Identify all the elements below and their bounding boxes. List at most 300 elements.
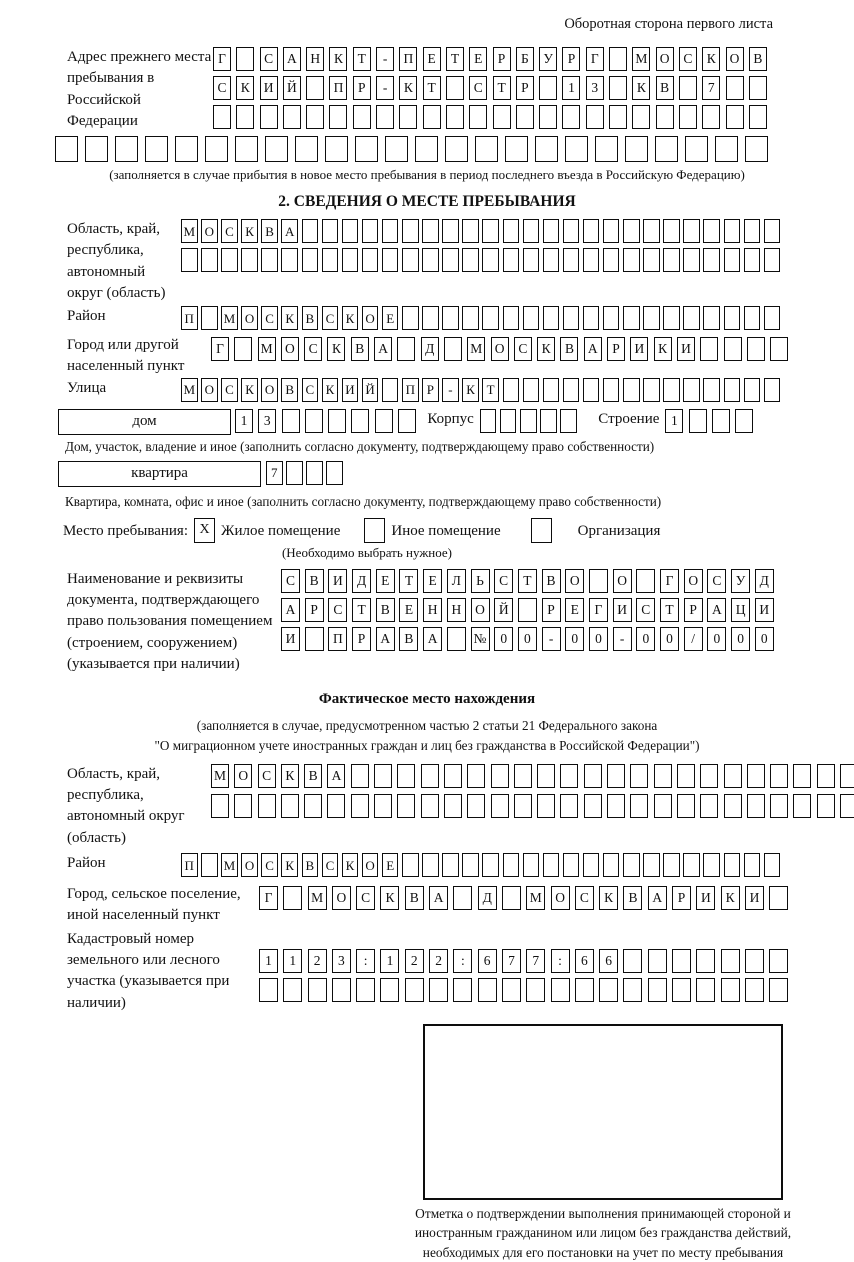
char-box[interactable]: Р [422, 378, 439, 402]
char-box[interactable] [405, 978, 424, 1002]
char-box[interactable] [283, 886, 302, 910]
char-box[interactable] [770, 337, 788, 361]
char-box[interactable] [523, 306, 540, 330]
char-box[interactable] [749, 76, 767, 100]
char-box[interactable]: Р [516, 76, 534, 100]
char-box[interactable] [502, 886, 521, 910]
char-box[interactable] [643, 853, 660, 877]
char-box[interactable] [462, 306, 479, 330]
char-box[interactable]: С [356, 886, 375, 910]
char-box[interactable] [181, 248, 198, 272]
char-box[interactable] [603, 248, 620, 272]
char-box[interactable]: Г [589, 598, 608, 622]
char-box[interactable] [563, 219, 580, 243]
char-box[interactable]: О [362, 306, 379, 330]
char-box[interactable] [453, 886, 472, 910]
char-box[interactable] [444, 337, 462, 361]
char-box[interactable] [543, 248, 560, 272]
char-box[interactable]: К [281, 764, 299, 788]
char-box[interactable]: Е [423, 47, 441, 71]
char-box[interactable] [696, 949, 715, 973]
char-box[interactable]: С [261, 853, 278, 877]
char-box[interactable] [514, 794, 532, 818]
char-box[interactable]: 3 [332, 949, 351, 973]
char-box[interactable] [397, 794, 415, 818]
char-box[interactable]: Р [352, 627, 371, 651]
char-box[interactable]: С [322, 306, 339, 330]
char-box[interactable]: А [584, 337, 602, 361]
char-box[interactable] [744, 248, 761, 272]
char-box[interactable] [211, 794, 229, 818]
char-box[interactable] [679, 105, 697, 129]
char-box[interactable] [523, 378, 540, 402]
char-box[interactable]: О [261, 378, 278, 402]
char-box[interactable]: Г [213, 47, 231, 71]
char-box[interactable]: М [467, 337, 485, 361]
char-box[interactable] [603, 219, 620, 243]
char-box[interactable]: Т [399, 569, 418, 593]
char-box[interactable]: В [560, 337, 578, 361]
char-box[interactable] [563, 306, 580, 330]
char-box[interactable] [586, 105, 604, 129]
char-box[interactable]: М [526, 886, 545, 910]
char-box[interactable]: С [221, 219, 238, 243]
char-box[interactable] [326, 461, 343, 485]
char-box[interactable]: А [283, 47, 301, 71]
char-box[interactable] [467, 764, 485, 788]
char-box[interactable]: С [514, 337, 532, 361]
char-box[interactable]: Д [755, 569, 774, 593]
char-box[interactable] [482, 306, 499, 330]
char-box[interactable] [115, 136, 138, 162]
char-box[interactable]: Й [494, 598, 513, 622]
char-box[interactable] [453, 978, 472, 1002]
char-box[interactable]: Е [399, 598, 418, 622]
char-box[interactable]: О [551, 886, 570, 910]
char-box[interactable] [374, 794, 392, 818]
char-box[interactable]: В [656, 76, 674, 100]
char-box[interactable] [398, 409, 416, 433]
char-box[interactable]: А [423, 627, 442, 651]
char-box[interactable]: 2 [308, 949, 327, 973]
char-box[interactable] [623, 949, 642, 973]
char-box[interactable] [721, 978, 740, 1002]
char-box[interactable] [503, 853, 520, 877]
char-box[interactable]: В [749, 47, 767, 71]
char-box[interactable] [502, 978, 521, 1002]
char-box[interactable] [663, 219, 680, 243]
char-box[interactable]: К [342, 853, 359, 877]
char-box[interactable] [683, 219, 700, 243]
char-box[interactable] [724, 794, 742, 818]
char-box[interactable]: М [632, 47, 650, 71]
char-box[interactable]: О [332, 886, 351, 910]
char-box[interactable]: 1 [665, 409, 683, 433]
char-box[interactable]: К [241, 378, 258, 402]
char-box[interactable]: : [453, 949, 472, 973]
char-box[interactable]: В [351, 337, 369, 361]
char-box[interactable]: А [281, 219, 298, 243]
char-box[interactable]: Р [607, 337, 625, 361]
char-box[interactable]: С [281, 569, 300, 593]
char-box[interactable] [462, 853, 479, 877]
char-box[interactable] [677, 764, 695, 788]
char-box[interactable] [342, 248, 359, 272]
char-box[interactable] [537, 794, 555, 818]
char-box[interactable] [703, 378, 720, 402]
char-box[interactable] [442, 306, 459, 330]
char-box[interactable] [595, 136, 618, 162]
char-box[interactable]: - [542, 627, 561, 651]
char-box[interactable] [491, 794, 509, 818]
char-box[interactable] [503, 378, 520, 402]
char-box[interactable] [840, 764, 854, 788]
char-box[interactable]: А [327, 764, 345, 788]
char-box[interactable] [724, 337, 742, 361]
char-box[interactable] [329, 105, 347, 129]
char-box[interactable] [175, 136, 198, 162]
char-box[interactable] [356, 978, 375, 1002]
char-box[interactable]: Т [353, 47, 371, 71]
char-box[interactable] [385, 136, 408, 162]
char-box[interactable] [503, 219, 520, 243]
char-box[interactable] [724, 306, 741, 330]
char-box[interactable]: Н [306, 47, 324, 71]
char-box[interactable] [281, 794, 299, 818]
char-box[interactable] [589, 569, 608, 593]
char-box[interactable]: М [211, 764, 229, 788]
char-box[interactable]: К [632, 76, 650, 100]
char-box[interactable]: 0 [494, 627, 513, 651]
char-box[interactable]: - [442, 378, 459, 402]
char-box[interactable]: К [654, 337, 672, 361]
char-box[interactable]: О [684, 569, 703, 593]
char-box[interactable] [700, 764, 718, 788]
char-box[interactable] [55, 136, 78, 162]
char-box[interactable] [505, 136, 528, 162]
char-box[interactable] [599, 978, 618, 1002]
char-box[interactable] [648, 949, 667, 973]
char-box[interactable] [643, 378, 660, 402]
char-box[interactable] [565, 136, 588, 162]
char-box[interactable] [375, 409, 393, 433]
char-box[interactable] [764, 306, 781, 330]
char-box[interactable] [607, 794, 625, 818]
char-box[interactable] [523, 248, 540, 272]
char-box[interactable]: И [755, 598, 774, 622]
char-box[interactable]: О [241, 306, 258, 330]
char-box[interactable] [735, 409, 753, 433]
char-box[interactable]: А [374, 337, 392, 361]
char-box[interactable] [609, 105, 627, 129]
char-box[interactable] [609, 47, 627, 71]
char-box[interactable] [769, 978, 788, 1002]
char-box[interactable]: И [260, 76, 278, 100]
char-box[interactable]: К [399, 76, 417, 100]
char-box[interactable]: Г [660, 569, 679, 593]
char-box[interactable] [500, 409, 517, 433]
char-box[interactable] [663, 306, 680, 330]
char-box[interactable] [636, 569, 655, 593]
char-box[interactable]: К [241, 219, 258, 243]
char-box[interactable] [769, 949, 788, 973]
char-box[interactable]: А [707, 598, 726, 622]
char-box[interactable] [562, 105, 580, 129]
char-box[interactable]: 2 [429, 949, 448, 973]
char-box[interactable] [648, 978, 667, 1002]
char-box[interactable] [817, 764, 835, 788]
char-box[interactable] [462, 219, 479, 243]
char-box[interactable] [625, 136, 648, 162]
char-box[interactable]: У [539, 47, 557, 71]
char-box[interactable]: Е [376, 569, 395, 593]
char-box[interactable] [724, 764, 742, 788]
char-box[interactable] [355, 136, 378, 162]
char-box[interactable]: Ц [731, 598, 750, 622]
char-box[interactable]: Т [493, 76, 511, 100]
char-box[interactable] [770, 794, 788, 818]
char-box[interactable] [724, 853, 741, 877]
char-box[interactable] [304, 794, 322, 818]
char-box[interactable] [201, 853, 218, 877]
char-box[interactable]: А [281, 598, 300, 622]
char-box[interactable]: О [471, 598, 490, 622]
char-box[interactable]: К [721, 886, 740, 910]
char-box[interactable] [523, 219, 540, 243]
char-box[interactable]: Е [565, 598, 584, 622]
char-box[interactable] [302, 248, 319, 272]
char-box[interactable] [305, 409, 323, 433]
char-box[interactable] [560, 764, 578, 788]
apartment-field-label[interactable]: квартира [58, 461, 261, 487]
char-box[interactable]: - [613, 627, 632, 651]
char-box[interactable] [685, 136, 708, 162]
char-box[interactable]: Е [382, 306, 399, 330]
char-box[interactable] [630, 764, 648, 788]
char-box[interactable] [563, 853, 580, 877]
char-box[interactable]: М [181, 378, 198, 402]
char-box[interactable] [475, 136, 498, 162]
char-box[interactable] [422, 248, 439, 272]
char-box[interactable] [444, 764, 462, 788]
char-box[interactable]: 3 [258, 409, 276, 433]
char-box[interactable]: К [327, 337, 345, 361]
char-box[interactable] [747, 764, 765, 788]
char-box[interactable] [302, 219, 319, 243]
char-box[interactable] [726, 76, 744, 100]
char-box[interactable]: О [201, 219, 218, 243]
char-box[interactable]: С [575, 886, 594, 910]
char-box[interactable] [399, 105, 417, 129]
char-box[interactable]: К [329, 47, 347, 71]
char-box[interactable] [603, 378, 620, 402]
char-box[interactable] [551, 978, 570, 1002]
char-box[interactable]: М [258, 337, 276, 361]
char-box[interactable]: С [304, 337, 322, 361]
char-box[interactable] [503, 306, 520, 330]
char-box[interactable]: В [281, 378, 298, 402]
char-box[interactable]: Й [362, 378, 379, 402]
char-box[interactable]: О [613, 569, 632, 593]
char-box[interactable] [258, 794, 276, 818]
char-box[interactable] [281, 248, 298, 272]
char-box[interactable] [306, 461, 323, 485]
char-box[interactable] [446, 105, 464, 129]
char-box[interactable] [382, 378, 399, 402]
char-box[interactable]: О [565, 569, 584, 593]
char-box[interactable]: В [542, 569, 561, 593]
char-box[interactable]: А [429, 886, 448, 910]
char-box[interactable]: В [302, 306, 319, 330]
char-box[interactable] [703, 853, 720, 877]
checkbox-residential[interactable]: X [194, 518, 215, 543]
char-box[interactable] [745, 978, 764, 1002]
char-box[interactable] [429, 978, 448, 1002]
char-box[interactable] [282, 409, 300, 433]
char-box[interactable] [744, 378, 761, 402]
char-box[interactable] [584, 764, 602, 788]
char-box[interactable]: 2 [405, 949, 424, 973]
char-box[interactable] [817, 794, 835, 818]
char-box[interactable] [575, 978, 594, 1002]
char-box[interactable] [205, 136, 228, 162]
char-box[interactable]: С [302, 378, 319, 402]
char-box[interactable] [543, 378, 560, 402]
char-box[interactable] [234, 794, 252, 818]
char-box[interactable] [234, 337, 252, 361]
char-box[interactable]: О [201, 378, 218, 402]
char-box[interactable] [482, 248, 499, 272]
char-box[interactable]: С [221, 378, 238, 402]
char-box[interactable]: 0 [589, 627, 608, 651]
char-box[interactable] [632, 105, 650, 129]
char-box[interactable] [259, 978, 278, 1002]
char-box[interactable] [526, 978, 545, 1002]
char-box[interactable]: И [677, 337, 695, 361]
char-box[interactable] [696, 978, 715, 1002]
char-box[interactable]: О [656, 47, 674, 71]
char-box[interactable]: : [551, 949, 570, 973]
char-box[interactable] [260, 105, 278, 129]
char-box[interactable]: О [491, 337, 509, 361]
char-box[interactable] [603, 853, 620, 877]
char-box[interactable] [539, 76, 557, 100]
char-box[interactable] [623, 219, 640, 243]
char-box[interactable] [332, 978, 351, 1002]
char-box[interactable] [672, 949, 691, 973]
char-box[interactable] [353, 105, 371, 129]
char-box[interactable] [543, 853, 560, 877]
char-box[interactable] [306, 105, 324, 129]
char-box[interactable]: В [302, 853, 319, 877]
char-box[interactable]: С [679, 47, 697, 71]
char-box[interactable]: М [181, 219, 198, 243]
char-box[interactable] [236, 47, 254, 71]
char-box[interactable] [283, 978, 302, 1002]
char-box[interactable] [721, 949, 740, 973]
char-box[interactable]: 6 [478, 949, 497, 973]
char-box[interactable] [523, 853, 540, 877]
char-box[interactable] [663, 853, 680, 877]
char-box[interactable]: Н [423, 598, 442, 622]
char-box[interactable] [715, 136, 738, 162]
char-box[interactable]: 0 [518, 627, 537, 651]
char-box[interactable]: Р [672, 886, 691, 910]
char-box[interactable] [643, 248, 660, 272]
char-box[interactable] [702, 105, 720, 129]
char-box[interactable]: С [260, 47, 278, 71]
char-box[interactable]: Й [283, 76, 301, 100]
char-box[interactable] [322, 219, 339, 243]
char-box[interactable] [422, 306, 439, 330]
char-box[interactable] [747, 794, 765, 818]
char-box[interactable] [328, 409, 346, 433]
char-box[interactable]: С [469, 76, 487, 100]
char-box[interactable] [543, 219, 560, 243]
char-box[interactable] [583, 248, 600, 272]
char-box[interactable] [747, 337, 765, 361]
char-box[interactable]: И [613, 598, 632, 622]
char-box[interactable] [306, 76, 324, 100]
char-box[interactable]: П [329, 76, 347, 100]
char-box[interactable] [540, 409, 557, 433]
char-box[interactable] [643, 306, 660, 330]
char-box[interactable] [397, 764, 415, 788]
char-box[interactable] [402, 306, 419, 330]
char-box[interactable]: 7 [702, 76, 720, 100]
char-box[interactable] [712, 409, 730, 433]
char-box[interactable]: И [281, 627, 300, 651]
char-box[interactable]: 0 [755, 627, 774, 651]
confirmation-mark-box[interactable] [423, 1024, 783, 1200]
char-box[interactable] [286, 461, 303, 485]
char-box[interactable] [514, 764, 532, 788]
char-box[interactable] [402, 219, 419, 243]
char-box[interactable] [724, 248, 741, 272]
char-box[interactable]: 1 [562, 76, 580, 100]
char-box[interactable]: К [599, 886, 618, 910]
char-box[interactable] [421, 794, 439, 818]
char-box[interactable] [442, 219, 459, 243]
char-box[interactable]: П [181, 306, 198, 330]
char-box[interactable]: В [304, 764, 322, 788]
char-box[interactable] [422, 853, 439, 877]
char-box[interactable] [764, 248, 781, 272]
char-box[interactable] [744, 219, 761, 243]
char-box[interactable]: 6 [575, 949, 594, 973]
char-box[interactable]: М [221, 306, 238, 330]
char-box[interactable] [327, 794, 345, 818]
char-box[interactable]: Г [259, 886, 278, 910]
char-box[interactable]: Д [352, 569, 371, 593]
char-box[interactable]: К [236, 76, 254, 100]
char-box[interactable] [543, 306, 560, 330]
char-box[interactable] [700, 337, 718, 361]
char-box[interactable] [402, 248, 419, 272]
char-box[interactable]: Т [352, 598, 371, 622]
char-box[interactable] [421, 764, 439, 788]
char-box[interactable]: 6 [599, 949, 618, 973]
char-box[interactable] [322, 248, 339, 272]
char-box[interactable]: А [648, 886, 667, 910]
char-box[interactable]: 1 [283, 949, 302, 973]
char-box[interactable] [539, 105, 557, 129]
char-box[interactable]: В [261, 219, 278, 243]
char-box[interactable]: : [356, 949, 375, 973]
char-box[interactable] [482, 853, 499, 877]
checkbox-other-premises[interactable] [364, 518, 385, 543]
char-box[interactable]: Д [478, 886, 497, 910]
